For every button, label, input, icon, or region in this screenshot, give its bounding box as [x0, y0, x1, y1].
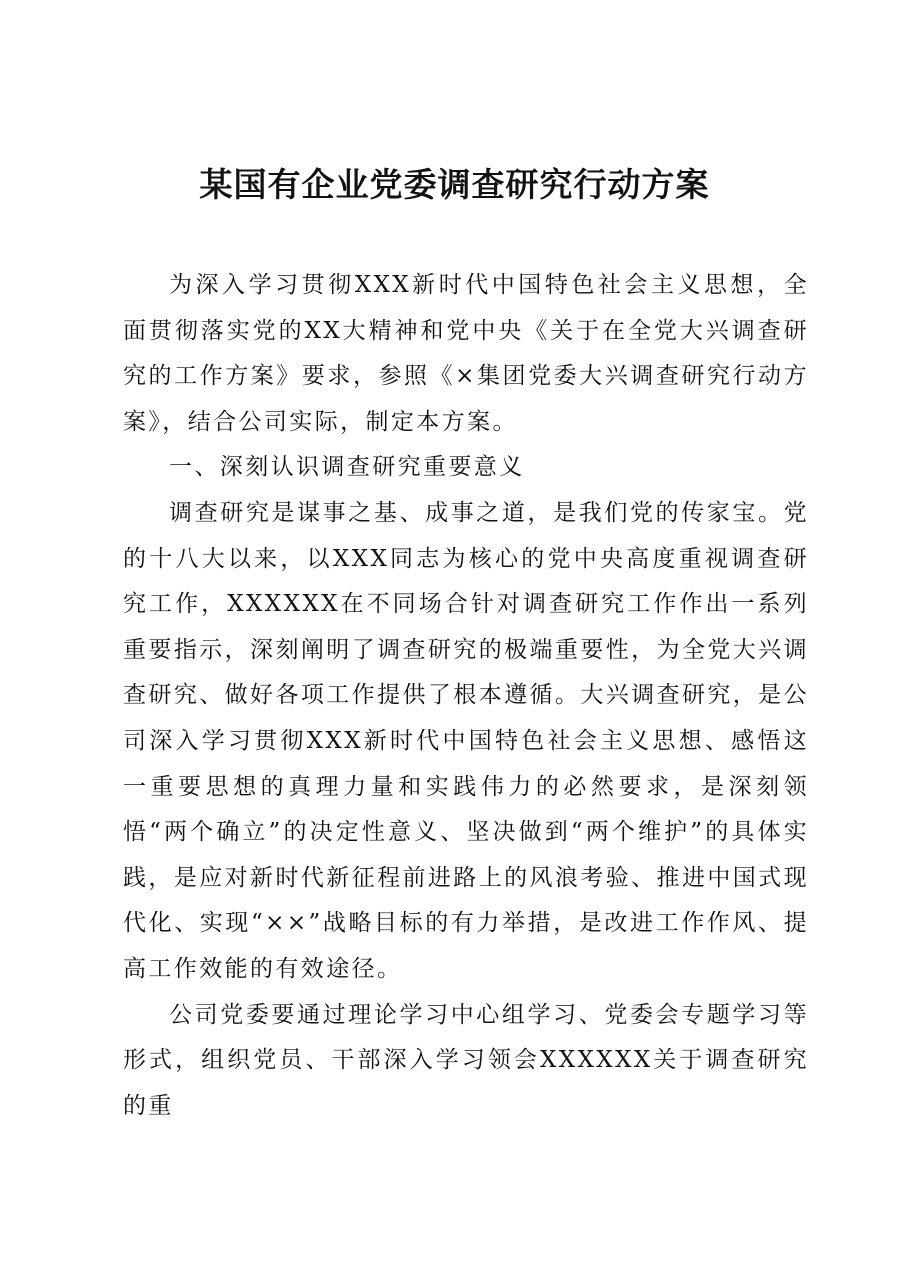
section-heading-1: 一、深刻认识调查研究重要意义	[169, 454, 525, 481]
body-paragraph-significance: 调查研究是谋事之基、成事之道，是我们党的传家宝。党的十八大以来，以XXX同志为核心的党中央高度重视调查研究工作，XXXXXX在不同场合针对调查研究工作作出一系列重要指示，深刻阐明了调查研究的极端重要性，为全党大兴调查研究、做好各项工作提供了根本遵循。大兴调查研究，是公司深入学习贯彻XXX新时代中国特色社会主义思想、感悟这一重要思想的真理力量和实践伟力的必然要求，是深刻领悟“两个确立”的决定性意义、坚决做到“两个维护”的具体实践，是应对新时代新征程前进路上的风浪考验、推进中国式现代化、实现“××”战略目标的有力举措，是改进工作作风、提高工作效能的有效途径。	[123, 499, 809, 982]
body-paragraph-intro: 为深入学习贯彻XXX新时代中国特色社会主义思想，全面贯彻落实党的XX大精神和党中央《关于在全党大兴调查研究的工作方案》要求，参照《×集团党委大兴调查研究行动方案》，结合公司实际，制定本方案。	[123, 272, 809, 435]
document-body	[123, 263, 809, 1129]
body-paragraph-party-committee: 公司党委要通过理论学习中心组学习、党委会专题学习等形式，组织党员、干部深入学习领会XXXXXX关于调查研究的重	[123, 1001, 809, 1119]
document-title: 某国有企业党委调查研究行动方案	[199, 165, 710, 204]
